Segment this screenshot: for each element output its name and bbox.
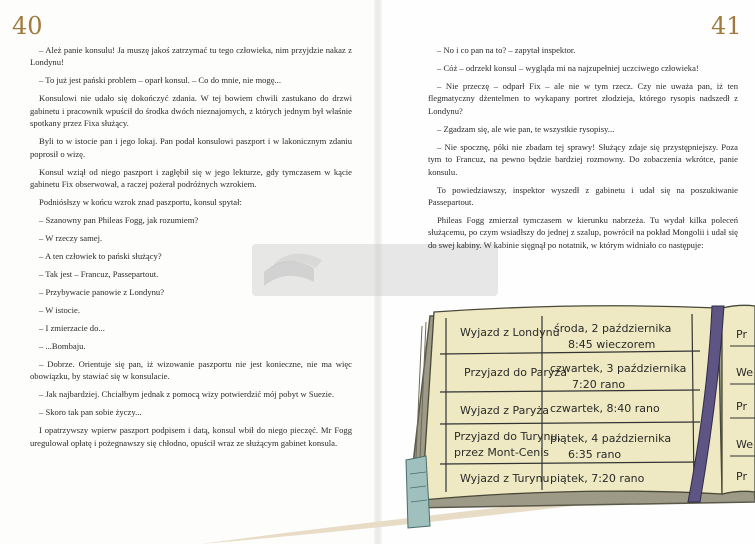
paragraph: – I zmierzacie do... — [39, 323, 105, 334]
paragraph: – Skoro tak pan sobie życzy... — [39, 407, 142, 418]
paragraph: – Ależ panie konsulu! Ja muszę jakoś zatrzymać tu tego człowieka, nim przyjdzie nakaz z Londynu! — [30, 45, 352, 68]
paragraph: – No i co pan na to? – zapytał inspektor. — [437, 45, 576, 55]
left-page-text — [30, 44, 352, 455]
paragraph: Konsul wziął od niego paszport i zagłębił się w jego lekturze, gdy tymczasem w kącie gabinetu Fix obserwował, a raczej pożerał podróżnych wzrokiem. — [30, 166, 352, 190]
paragraph: – Cóż – odrzekł konsul – wygląda mi na najzupełniej uczciwego człowieka! — [437, 63, 699, 73]
right-fragment: Pr — [736, 470, 747, 483]
paragraph: – Jak najbardziej. Chciałbym jednak z pomocą wizy potwierdzić mój pobyt w Suezie. — [39, 389, 334, 400]
paragraph: – Nie spocznę, póki nie zbadam tej sprawy! Służący zdaje się przystępniejszy. Poza tym to Francuz, na pewno będzie bardziej rozmowny. Do zobaczenia wkrótce, panie konsulu. — [428, 141, 738, 177]
right-fragment: Pr — [736, 328, 747, 341]
paragraph: – A ten człowiek to pański służący? — [39, 251, 162, 262]
row-3-date: czwartek, 8:40 rano — [550, 402, 660, 415]
row-4-event-line2: przez Mont-Cenis — [454, 446, 549, 459]
paragraph: – Zgadzam się, ale wie pan, te wszystkie rysopisy... — [437, 123, 615, 134]
paragraph: – Przybywacie panowie z Londynu? — [39, 287, 165, 298]
right-page-text — [428, 44, 738, 257]
right-fragment: We — [736, 366, 753, 379]
paragraph: I opatrzywszy wpierw paszport podpisem i datą, konsul wbił do niego pieczęć. Mr Fogg uregulował opłatę i pożegnawszy się chłodno, opuścił wraz ze służącym gabinet konsula. — [30, 425, 352, 448]
row-5-date: piątek, 7:20 rano — [550, 472, 645, 485]
paragraph: Podniósłszy w końcu wzrok znad paszportu, konsul spytał: — [39, 197, 242, 208]
row-1-event: Wyjazd z Londynu — [460, 326, 560, 339]
row-2-date: czwartek, 3 października — [550, 362, 687, 375]
row-4-date: piątek, 4 października — [550, 432, 672, 445]
row-1-time: 8:45 wieczorem — [568, 338, 656, 351]
right-fragment: We — [736, 438, 753, 451]
row-3-event: Wyjazd z Paryża — [460, 404, 549, 417]
right-fragment: Pr — [736, 400, 747, 413]
page-number-left: 40 — [12, 12, 43, 40]
row-5-event: Wyjazd z Turynu — [460, 472, 550, 485]
paragraph: Phileas Fogg zmierzał tymczasem w kierunku nabrzeża. Tu wydał kilka poleceń służącemu, po czym wsiadłszy do jednej z szalup, powrócił na pokład Mongolii i udał się do swej kabiny. W kabinie sięgnął po notatnik, w którym widniało co następuje: — [428, 215, 738, 250]
paragraph: – To już jest pański problem – oparł konsul. – Co do mnie, nie mogę... — [39, 75, 281, 86]
paragraph: To powiedziawszy, inspektor wyszedł z gabinetu i udał się na poszukiwanie Passepartout. — [428, 184, 738, 208]
paragraph: – Tak jest – Francuz, Passepartout. — [39, 269, 159, 280]
paragraph: Konsulowi nie udało się dokończyć zdania. W tej bowiem chwili zastukano do drzwi gabinetu i pracownik wpuścił do środka dwóch nieznajomych, z których jednym był właśnie spotkany przez Fixa służący. — [30, 93, 352, 129]
paragraph: – Szanowny pan Phileas Fogg, jak rozumiem? — [39, 215, 199, 226]
paragraph: – ...Bombaju. — [39, 341, 86, 352]
page-number-right: 41 — [711, 12, 742, 40]
paragraph: – Nie przeczę – odparł Fix – ale nie w tym rzecz. Czy nie uważa pan, iż ten flegmatyczny dżentelmen to wykapany portret złodzieja, którego rysopis nadszedł z Londynu? — [428, 81, 738, 116]
paragraph: Byli to w istocie pan i jego lokaj. Pan podał konsulowi paszport i w lakonicznym zdaniu poprosił o wizę. — [30, 136, 352, 159]
passport-illustration — [402, 454, 432, 530]
paragraph: – Dobrze. Orientuje się pan, iż wizowanie paszportu nie jest konieczne, nie ma więc obowiązku, by stawiać się w konsulacie. — [30, 359, 352, 382]
notebook-illustration — [400, 296, 755, 511]
paragraph: – W rzeczy samej. — [39, 233, 103, 244]
row-2-event: Przyjazd do Paryża — [464, 366, 567, 379]
row-4-time: 6:35 rano — [568, 448, 622, 461]
row-2-time: 7:20 rano — [572, 378, 626, 391]
paragraph: – W istocie. — [39, 305, 80, 316]
row-4-event: Przyjazd do Turynu, — [454, 430, 561, 443]
row-1-date: środa, 2 października — [554, 322, 672, 335]
